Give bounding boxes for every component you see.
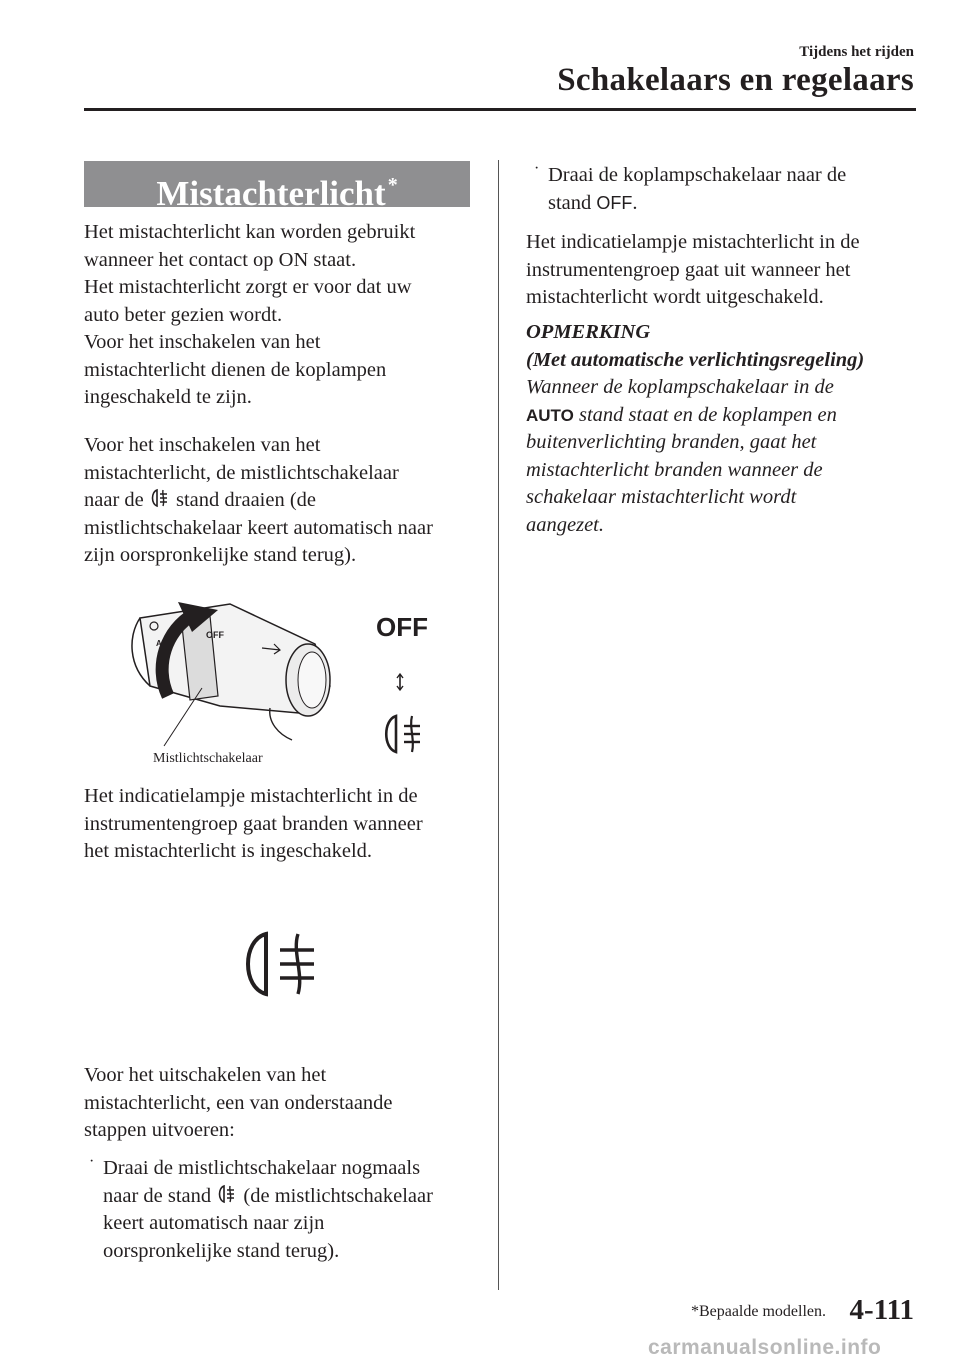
text-line: oorspronkelijke stand terug). — [103, 1239, 340, 1262]
text-line — [84, 487, 484, 515]
text-line: Draai de mistlichtschakelaar nogmaals — [103, 1157, 421, 1179]
text-line: het mistachterlicht is ingeschakeld. — [84, 840, 373, 862]
svg-text:A: A — [156, 639, 162, 648]
text-line: wanneer het contact op ON staat. — [84, 248, 357, 271]
section-title: Tijdens het rijden — [799, 44, 914, 60]
text-line: mistachterlicht, de mistlichtschakelaar — [84, 461, 399, 484]
text-line: Draai de koplampschakelaar naar de — [548, 164, 847, 186]
text-line — [548, 190, 918, 218]
text-line: ingeschakeld te zijn. — [84, 386, 252, 408]
text-line: mistachterlicht, een van onderstaande — [84, 1091, 393, 1114]
svg-text:OFF: OFF — [206, 630, 224, 640]
text-fragment: naar de — [84, 489, 144, 511]
text-line: Voor het uitschakelen van het — [84, 1064, 327, 1086]
text-fragment: stand draaien (de — [176, 489, 317, 511]
switch-on-paragraph — [84, 432, 484, 570]
text-line: Het indicatielampje mistachterlicht in de — [84, 785, 418, 807]
text-line: mistachterlicht dienen de koplampen — [84, 358, 387, 381]
text-line: Voor het inschakelen van het — [84, 434, 321, 456]
off-position-label: OFF — [376, 612, 428, 642]
text-fragment: . — [632, 191, 638, 214]
text-line: schakelaar mistachterlicht wordt — [526, 486, 797, 508]
text-line: mistlichtschakelaar keert automatisch naar — [84, 516, 433, 539]
text-fragment: stand staat en de koplampen en — [573, 403, 837, 426]
footnote: *Bepaalde modellen. — [690, 1303, 826, 1320]
bullet-item — [89, 1153, 493, 1265]
figure-caption: Mistlichtschakelaar — [153, 751, 263, 766]
watermark: carmanualsonline.info — [648, 1336, 882, 1359]
fog-switch-illustration — [120, 596, 340, 756]
auto-tag: AUTO — [526, 405, 574, 425]
indicator-off-paragraph — [526, 229, 916, 312]
text-line: mistachterlicht branden wanneer de — [526, 458, 823, 481]
rear-fog-icon — [216, 1184, 238, 1204]
header-divider — [84, 108, 916, 111]
text-line: zijn oorspronkelijke stand terug). — [84, 544, 357, 566]
page-number: 4-111 — [849, 1294, 914, 1326]
page-title-text: Mistachterlicht — [156, 174, 386, 213]
text-line: mistachterlicht wordt uitgeschakeld. — [526, 286, 824, 308]
text-fragment: naar de stand — [103, 1184, 212, 1207]
rear-fog-indicator-icon — [238, 928, 320, 1000]
text-line: instrumentengroep gaat branden wanneer — [84, 812, 423, 835]
off-tag: OFF — [596, 192, 633, 213]
text-fragment: (de mistlichtschakelaar — [243, 1184, 433, 1207]
note-heading: OPMERKING — [526, 321, 651, 343]
optional-asterisk: * — [387, 174, 398, 196]
text-line — [103, 1183, 493, 1211]
text-line: Het mistachterlicht kan worden gebruikt — [84, 221, 416, 243]
chapter-title: Schakelaars en regelaars — [557, 62, 914, 98]
text-line: Het indicatielampje mistachterlicht in de — [526, 231, 860, 253]
text-line: Het mistachterlicht zorgt er voor dat uw — [84, 276, 412, 298]
column-divider — [498, 160, 499, 1290]
text-line: instrumentengroep gaat uit wanneer het — [526, 258, 851, 281]
rear-fog-icon — [149, 488, 171, 508]
indicator-on-paragraph — [84, 783, 484, 866]
note-subheading: (Met automatische verlichtingsregeling) — [526, 348, 865, 371]
switch-off-paragraph — [84, 1062, 484, 1145]
text-line: keert automatisch naar zijn — [103, 1212, 325, 1234]
text-line: Wanneer de koplampschakelaar in de — [526, 376, 834, 398]
text-line: stappen uitvoeren: — [84, 1119, 235, 1141]
intro-paragraph — [84, 219, 484, 412]
note-block — [526, 319, 916, 539]
text-line: buitenverlichting branden, gaat het — [526, 431, 817, 453]
text-line: aangezet. — [526, 513, 604, 536]
bullet-dot: · — [534, 160, 540, 177]
position-arrow-icon — [394, 672, 406, 692]
text-line: Voor het inschakelen van het — [84, 331, 321, 353]
text-line: auto beter gezien wordt. — [84, 303, 283, 326]
bullet-dot: · — [89, 1153, 95, 1170]
text-fragment: stand — [548, 191, 592, 214]
text-line — [526, 402, 916, 430]
rear-fog-position-icon — [380, 712, 428, 756]
bullet-item — [534, 160, 918, 217]
page-title — [84, 161, 470, 213]
